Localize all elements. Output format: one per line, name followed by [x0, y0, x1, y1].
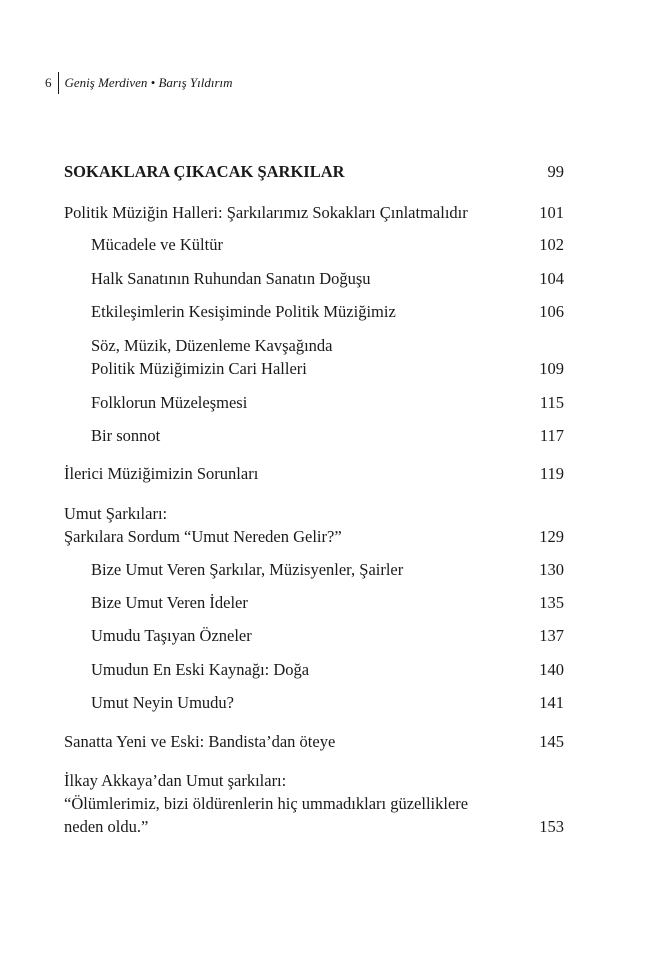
toc-entry: [64, 267, 564, 290]
toc-entry-page: 153: [539, 817, 564, 836]
toc-entry: [64, 658, 564, 681]
toc-entry: [64, 300, 564, 323]
toc-entry: [64, 691, 564, 714]
toc-entry-title: Sanatta Yeni ve Eski: Bandista’dan öteye: [64, 732, 336, 751]
toc-entry-page: 129: [539, 527, 564, 546]
toc-entry: [64, 624, 564, 647]
toc-entry-page: 137: [539, 626, 564, 645]
toc-entry-title: Umudu Taşıyan Özneler: [91, 626, 252, 645]
toc-entry-page: 102: [539, 235, 564, 254]
toc-entry-page: 135: [539, 593, 564, 612]
toc-entry-title: Bir sonnot: [91, 426, 161, 445]
header-divider: [58, 72, 59, 94]
running-header: [45, 72, 233, 94]
toc-entry: [64, 462, 564, 485]
toc-entry: [64, 391, 564, 414]
toc-entry-title: Halk Sanatının Ruhundan Sanatın Doğuşu: [91, 269, 371, 288]
toc-entry-page: 104: [539, 269, 564, 288]
toc-entry-title: Mücadele ve Kültür: [91, 235, 223, 254]
running-head-title: Geniş Merdiven • Barış Yıldırım: [64, 75, 233, 90]
toc-entry-title: Etkileşimlerin Kesişiminde Politik Müziğimiz: [91, 302, 396, 321]
toc-entry: [64, 233, 564, 256]
toc-entry-title: Bize Umut Veren İdeler: [91, 593, 248, 612]
toc-entry: [64, 502, 564, 548]
toc-entry-page: 145: [539, 732, 564, 751]
toc-entry-page: 101: [539, 203, 564, 222]
toc-entry-page: 99: [547, 162, 564, 181]
toc-entry: [64, 334, 564, 380]
toc-entry-title: Söz, Müzik, Düzenleme Kavşağında Politik Müziğimizin Cari Halleri: [91, 336, 333, 378]
toc-entry: [64, 769, 564, 838]
toc-entry: [64, 201, 564, 224]
toc-entry-page: 119: [539, 464, 564, 483]
toc-entry-page: 109: [539, 359, 564, 378]
toc-entry-page: 106: [539, 302, 564, 321]
toc-entry-page: 141: [539, 693, 564, 712]
toc-entry: [64, 730, 564, 753]
toc-entry-title: Politik Müziğin Halleri: Şarkılarımız Sokakları Çınlatmalıdır: [64, 203, 468, 222]
toc-entry-page: 115: [539, 393, 564, 412]
toc-entry-title: Umudun En Eski Kaynağı: Doğa: [91, 660, 310, 679]
toc-entry-title: İlerici Müziğimizin Sorunları: [64, 464, 259, 483]
page-number: 6: [45, 75, 52, 90]
toc-entry-page: 130: [539, 560, 564, 579]
toc-entry-title: Folklorun Müzeleşmesi: [91, 393, 248, 412]
toc-entry-page: 140: [539, 660, 564, 679]
toc-entry-page: 117: [539, 426, 564, 445]
toc-entry: [64, 591, 564, 614]
toc-entry: [64, 558, 564, 581]
toc-entry-title: Umut Neyin Umudu?: [91, 693, 234, 712]
toc-entry-title: Umut Şarkıları: Şarkılara Sordum “Umut Nereden Gelir?”: [64, 504, 342, 546]
toc-entry-title: Bize Umut Veren Şarkılar, Müzisyenler, Şairler: [91, 560, 404, 579]
toc-entry-title: SOKAKLARA ÇIKACAK ŞARKILAR: [64, 162, 345, 181]
toc-entry-title: İlkay Akkaya’dan Umut şarkıları: “Ölümlerimiz, bizi öldürenlerin hiç ummadıkları güzelliklere neden oldu.”: [64, 771, 469, 836]
toc-entry: [64, 160, 564, 183]
toc-entry: [64, 424, 564, 447]
